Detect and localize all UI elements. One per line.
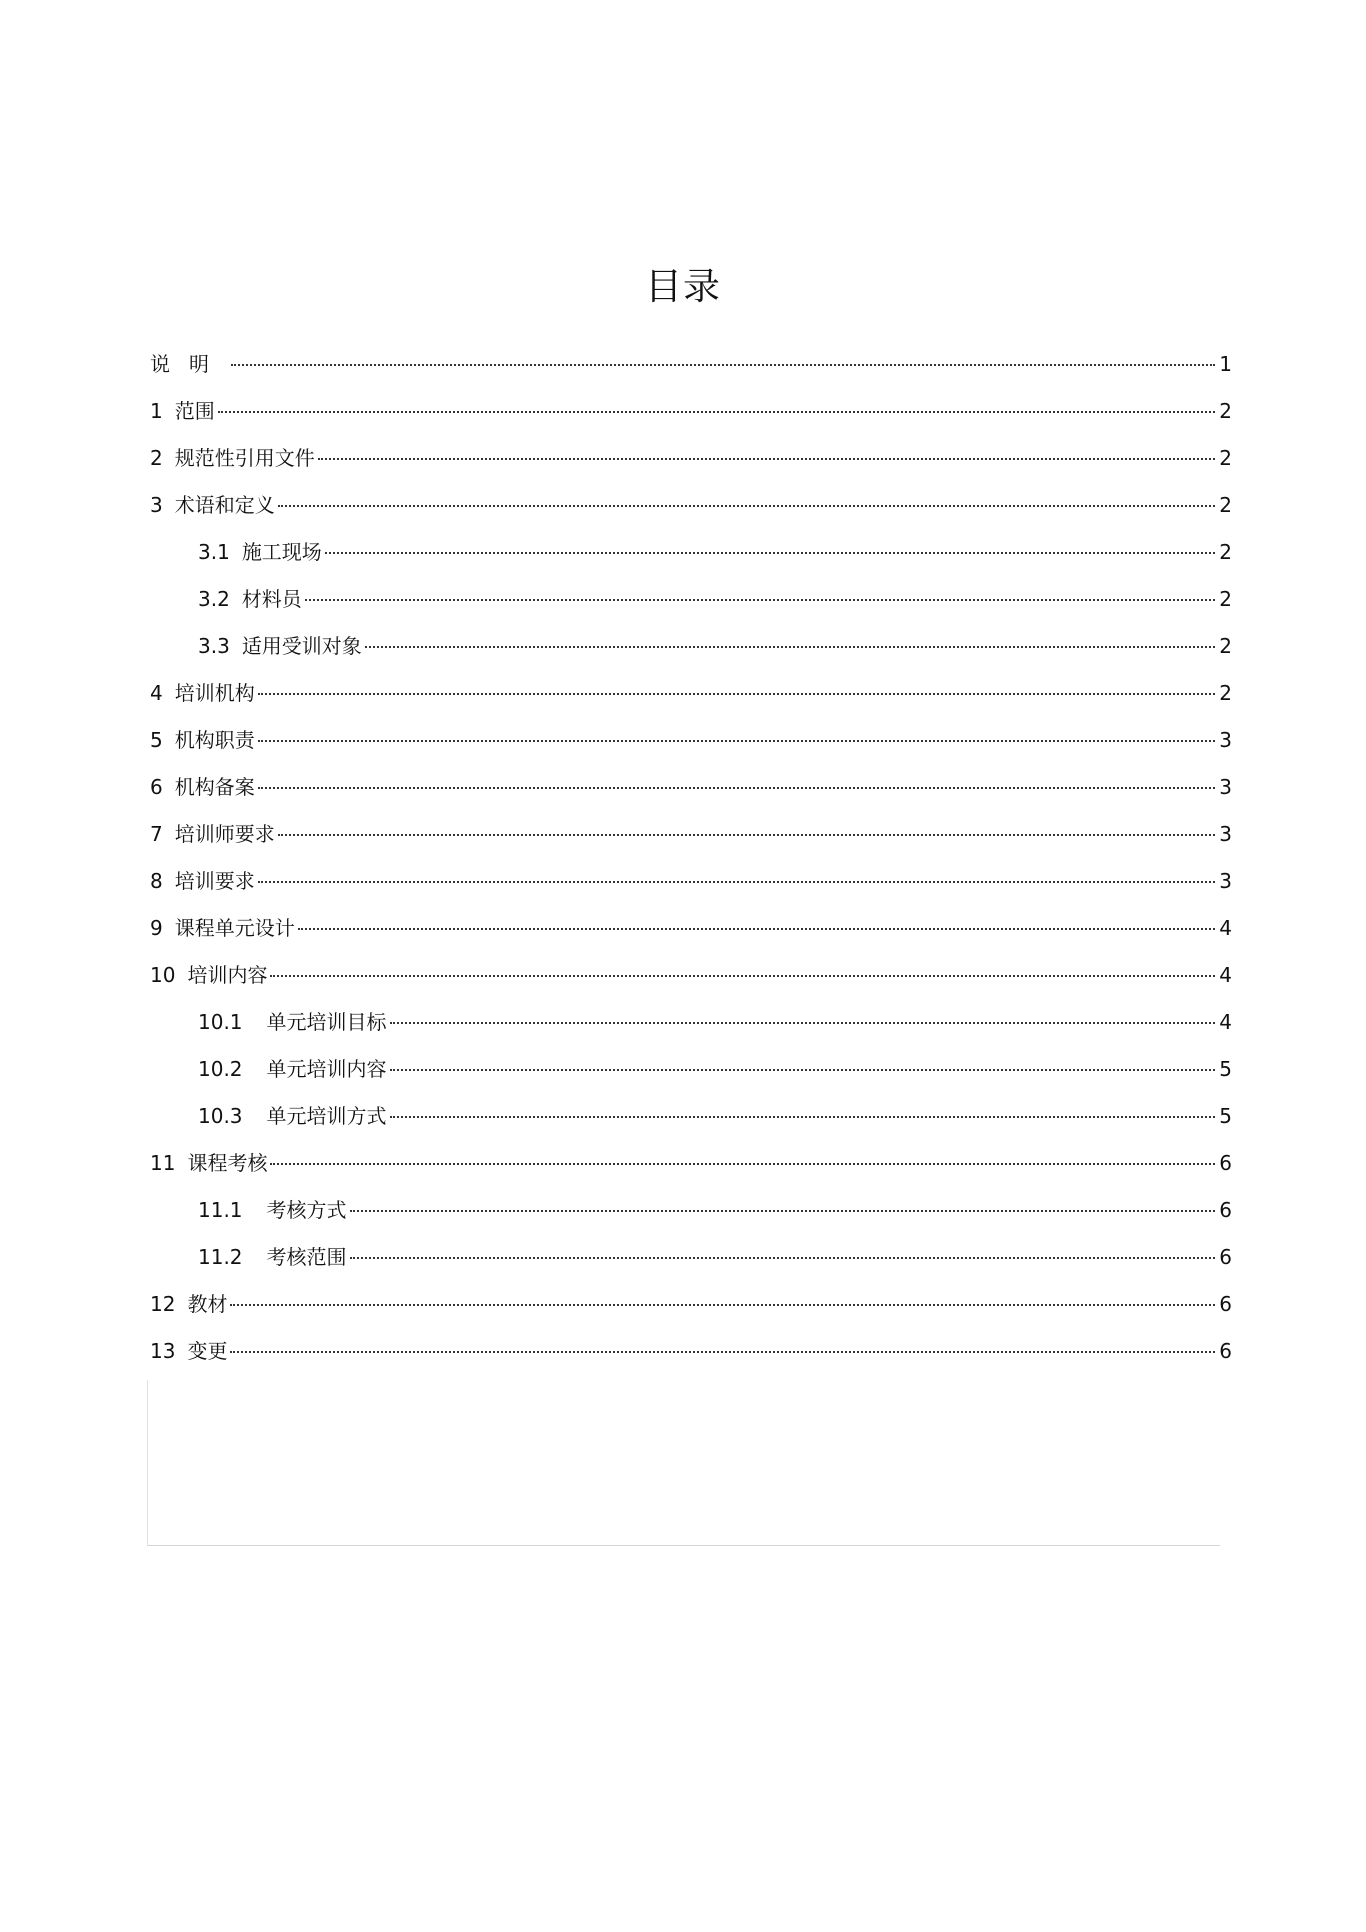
toc-entry[interactable] [150, 764, 1232, 811]
frame-left-border [147, 1380, 148, 1545]
toc-entry[interactable] [150, 341, 1232, 388]
toc-entry-page-number: 2 [1219, 540, 1232, 564]
table-of-contents [150, 341, 1232, 1375]
toc-entry-page-number: 3 [1219, 822, 1232, 846]
toc-entry-page-number: 1 [1219, 352, 1232, 376]
toc-entry-number: 10.2 [198, 1057, 243, 1081]
toc-entry-number: 10.1 [198, 1010, 243, 1034]
toc-entry[interactable] [150, 952, 1232, 999]
toc-entry-number: 4 [150, 681, 163, 705]
toc-entry-number: 10 [150, 963, 176, 987]
toc-entry-page-number: 2 [1219, 446, 1232, 470]
toc-entry-page-number: 6 [1219, 1292, 1232, 1316]
toc-entry-label: 单元培训内容 [266, 1057, 387, 1081]
toc-entry[interactable] [150, 905, 1232, 952]
toc-entry[interactable] [150, 670, 1232, 717]
toc-entry-label: 培训内容 [187, 963, 268, 987]
toc-entry-number: 2 [150, 446, 163, 470]
toc-entry-page-number: 3 [1219, 728, 1232, 752]
toc-entry-number: 3.1 [198, 540, 230, 564]
toc-entry[interactable] [150, 1328, 1232, 1375]
toc-entry-number: 6 [150, 775, 163, 799]
toc-dot-leader [230, 1351, 1215, 1353]
toc-entry-number: 11.1 [198, 1198, 243, 1222]
toc-entry[interactable] [150, 1234, 1232, 1281]
toc-entry-page-number: 4 [1219, 916, 1232, 940]
toc-entry-page-number: 4 [1219, 1010, 1232, 1034]
toc-dot-leader [278, 505, 1216, 507]
toc-entry-number: 11 [150, 1151, 176, 1175]
toc-entry[interactable] [150, 1093, 1232, 1140]
toc-entry-page-number: 6 [1219, 1151, 1232, 1175]
toc-entry-page-number: 6 [1219, 1198, 1232, 1222]
toc-dot-leader [230, 1304, 1215, 1306]
toc-entry-page-number: 3 [1219, 775, 1232, 799]
toc-dot-leader [278, 834, 1216, 836]
toc-entry[interactable] [150, 623, 1232, 670]
toc-entry-number: 3.2 [198, 587, 230, 611]
toc-entry-label: 说明 [150, 352, 228, 376]
toc-dot-leader [270, 1163, 1215, 1165]
toc-dot-leader [350, 1257, 1216, 1259]
toc-entry-label: 培训要求 [174, 869, 255, 893]
toc-entry[interactable] [150, 435, 1232, 482]
toc-dot-leader [270, 975, 1215, 977]
toc-entry-number: 5 [150, 728, 163, 752]
toc-dot-leader [390, 1069, 1216, 1071]
toc-entry-page-number: 5 [1219, 1104, 1232, 1128]
toc-entry-page-number: 5 [1219, 1057, 1232, 1081]
toc-dot-leader [258, 740, 1216, 742]
toc-dot-leader [231, 364, 1215, 366]
toc-entry[interactable] [150, 717, 1232, 764]
toc-entry-label: 范围 [174, 399, 215, 423]
toc-dot-leader [258, 787, 1216, 789]
toc-dot-leader [305, 599, 1215, 601]
toc-entry-number: 13 [150, 1339, 176, 1363]
toc-entry-page-number: 2 [1219, 587, 1232, 611]
toc-entry-number: 1 [150, 399, 163, 423]
toc-dot-leader [325, 552, 1215, 554]
toc-entry-label: 考核方式 [266, 1198, 347, 1222]
toc-entry-page-number: 2 [1219, 681, 1232, 705]
toc-entry-number: 3 [150, 493, 163, 517]
toc-entry-number: 3.3 [198, 634, 230, 658]
toc-entry[interactable] [150, 1187, 1232, 1234]
toc-entry-number: 12 [150, 1292, 176, 1316]
toc-entry-page-number: 4 [1219, 963, 1232, 987]
toc-entry-page-number: 6 [1219, 1339, 1232, 1363]
toc-entry-number: 10.3 [198, 1104, 243, 1128]
toc-dot-leader [318, 458, 1216, 460]
toc-entry-page-number: 3 [1219, 869, 1232, 893]
toc-entry-label: 机构备案 [174, 775, 255, 799]
toc-entry[interactable] [150, 529, 1232, 576]
toc-title: 目录 [645, 265, 721, 308]
toc-entry-label: 变更 [187, 1339, 228, 1363]
toc-entry[interactable] [150, 1140, 1232, 1187]
toc-entry-number: 9 [150, 916, 163, 940]
toc-entry-label: 教材 [187, 1292, 228, 1316]
toc-entry[interactable] [150, 1046, 1232, 1093]
toc-entry[interactable] [150, 388, 1232, 435]
toc-dot-leader [298, 928, 1216, 930]
toc-dot-leader [218, 411, 1216, 413]
toc-entry-number: 11.2 [198, 1245, 243, 1269]
toc-entry-label: 单元培训方式 [266, 1104, 387, 1128]
toc-entry-label: 培训师要求 [174, 822, 275, 846]
toc-dot-leader [365, 646, 1215, 648]
toc-dot-leader [390, 1022, 1216, 1024]
toc-entry[interactable] [150, 999, 1232, 1046]
toc-entry[interactable] [150, 1281, 1232, 1328]
toc-entry-number: 8 [150, 869, 163, 893]
toc-entry-label: 单元培训目标 [266, 1010, 387, 1034]
toc-dot-leader [350, 1210, 1216, 1212]
toc-dot-leader [258, 881, 1216, 883]
toc-entry-label: 课程考核 [187, 1151, 268, 1175]
toc-entry-label: 施工现场 [241, 540, 322, 564]
toc-dot-leader [390, 1116, 1216, 1118]
toc-entry-page-number: 2 [1219, 634, 1232, 658]
toc-dot-leader [258, 693, 1216, 695]
toc-entry-label: 术语和定义 [174, 493, 275, 517]
toc-entry-number: 7 [150, 822, 163, 846]
toc-entry-page-number: 2 [1219, 493, 1232, 517]
toc-entry[interactable] [150, 576, 1232, 623]
toc-entry[interactable] [150, 482, 1232, 529]
toc-entry-label: 机构职责 [174, 728, 255, 752]
toc-entry-label: 适用受训对象 [241, 634, 362, 658]
toc-entry-page-number: 2 [1219, 399, 1232, 423]
toc-entry-label: 材料员 [241, 587, 302, 611]
frame-bottom-border [147, 1545, 1220, 1546]
toc-entry-label: 培训机构 [174, 681, 255, 705]
toc-entry-label: 规范性引用文件 [174, 446, 315, 470]
toc-entry[interactable] [150, 811, 1232, 858]
toc-entry-page-number: 6 [1219, 1245, 1232, 1269]
toc-entry-label: 课程单元设计 [174, 916, 295, 940]
toc-entry[interactable] [150, 858, 1232, 905]
toc-entry-label: 考核范围 [266, 1245, 347, 1269]
